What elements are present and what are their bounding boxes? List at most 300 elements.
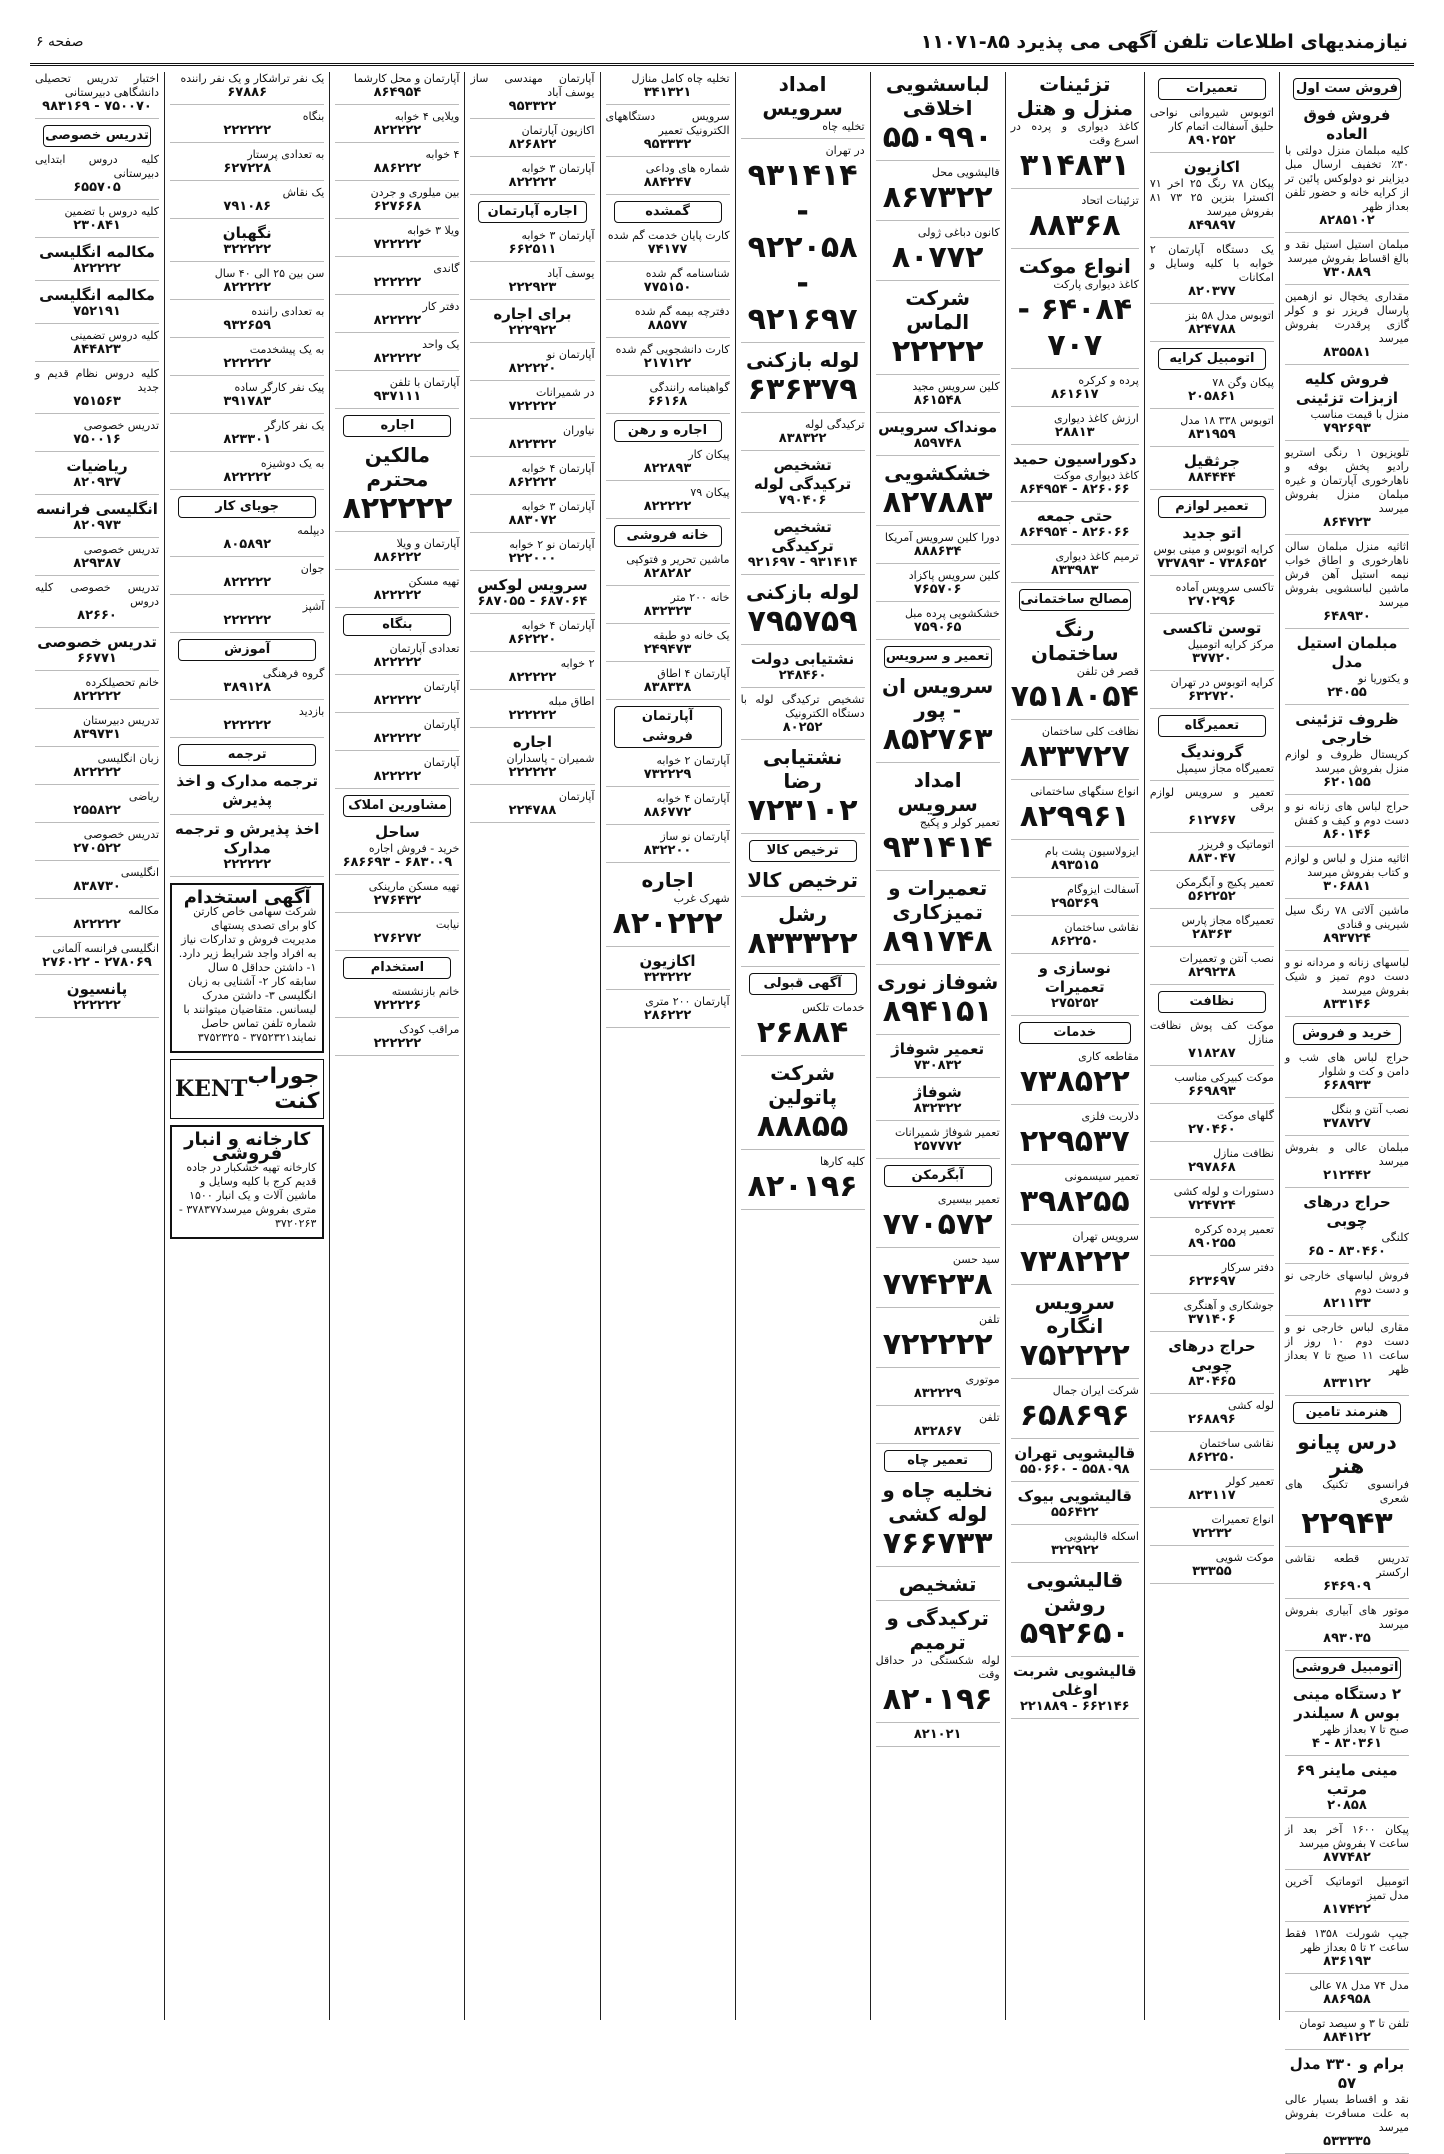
ad-body: تعمیر بیسیری (937, 1193, 1000, 1206)
ad-phone: ۸۲۲۲۲۲ (342, 491, 453, 526)
ad-body: تعمیر شوفاژ شمیرانات (894, 1126, 1000, 1139)
ad-body: کانون دباغی ژولی (917, 226, 1000, 239)
classified-ad (876, 1193, 1000, 1248)
ad-phone: ۲۴۰۵۵ (1327, 685, 1367, 700)
ad-body: تعمیر و سرویس لوازم برقی (1149, 786, 1274, 813)
ad-phone: ۸۲۲۲۲۲ (373, 693, 422, 708)
ad-body: مقداری یخچال نو ازهمین پارسال فریزر نو و کولر گازی پرقدرت بفروش میرسد (1284, 290, 1409, 345)
ad-body: قصر فن تلفن (1076, 665, 1139, 678)
classified-ad (470, 348, 594, 381)
ad-phone: ۶۵۸۶۹۶ (1019, 1398, 1130, 1433)
classified-ad (741, 348, 865, 413)
section-header: گمشده (614, 201, 722, 223)
classified-ad (1285, 238, 1409, 285)
ad-body: نقد و اقساط بسیار عالی به علت مسافرت بفروش میرسد (1284, 2093, 1409, 2134)
section-header: اتومبیل کرایه (1158, 348, 1266, 370)
ad-body: آپارتمان مهندسی ساز یوسف آباد (470, 72, 595, 99)
ad-phone: ۷۹۵۷۵۹ (747, 604, 858, 639)
ad-heading: تشخیص (898, 1572, 977, 1596)
ad-phone: ۷۹۰۴۰۶ (778, 493, 827, 508)
classified-ad (35, 866, 159, 899)
ad-body: مبلمان استیل استیل نقد و بالغ اقساط بفروش میرسد (1284, 238, 1409, 265)
ad-heading: ۲ دستگاه مینی بوس ۸ سیلندر (1292, 1685, 1402, 1722)
ad-heading: اجاره (641, 868, 694, 892)
ad-phone: ۸۳۲۲۲۹ (913, 1386, 962, 1401)
classified-ad (606, 792, 730, 825)
ad-body: حراج لباس های زنانه نو و دست دوم و کیف و کفش (1284, 800, 1409, 827)
ad-phone: ۸۲۲۸۹۳ (643, 461, 692, 476)
ad-phone: ۸۲۹۲۳۸ (1188, 965, 1236, 980)
ad-body: آپارتمان ۴ خوابه (521, 462, 595, 475)
ad-phone: ۸۸۳۰۴۷ (1188, 851, 1236, 866)
ad-phone: ۸۰۲۵۲ (782, 720, 823, 735)
classified-ad (1150, 309, 1274, 342)
ad-phone: ۷۲۲۳۲ (1192, 1526, 1232, 1541)
ad-phone: ۲۲۲۲۲۲ (223, 718, 272, 733)
ad-phone: ۸۸۶۲۲۲ (373, 161, 422, 176)
ad-body: فروش لباسهای خارجی نو و دست دوم (1284, 1269, 1409, 1296)
section-header: استخدام (343, 957, 451, 979)
column-8 (329, 72, 464, 2020)
classified-ad (1011, 72, 1139, 189)
ad-heading: توسن تاکسی (1162, 619, 1262, 637)
classified-ad (470, 695, 594, 728)
classified-ad (35, 457, 159, 495)
ad-body: به یک دوشیزه (260, 457, 325, 470)
display-ad-phone: ۳۷۵۲۳۲۱ - ۳۷۵۲۳۲۵ (197, 1031, 292, 1044)
ad-phone: ۸۳۲۳۲۳ (643, 604, 692, 619)
classified-ad (1011, 1050, 1139, 1105)
ad-phone: ۸۹۱۷۴۸ (882, 924, 993, 959)
ad-phone: ۸۲۶۰۶۶ - ۸۶۴۹۵۴ (1019, 525, 1130, 540)
ad-phone: ۸۹۳۰۳۵ (1323, 1631, 1371, 1646)
ad-phone: ۸۳۶۱۹۳ (1323, 1954, 1371, 1969)
ad-heading: رشل (778, 902, 828, 926)
ad-body: تدریس خصوصی کلیه دروس (34, 581, 160, 608)
ad-phone: ۸۶۰۱۴۶ (1323, 827, 1371, 842)
classified-ad (170, 562, 324, 595)
classified-ad (1150, 243, 1274, 304)
ad-heading: درس پیانو هنر (1297, 1430, 1397, 1478)
ad-phone: ۸۳۰۳۶۱ - ۴ (1311, 1736, 1382, 1751)
ad-body: پیک نفر کارگر ساده (234, 381, 325, 394)
ad-heading: قالیشویی بیوک (1017, 1487, 1132, 1505)
ad-body: پیکان کار (688, 448, 730, 461)
ad-body: اتوماتیک و فریزر (1198, 838, 1274, 851)
ad-phone: ۸۳۵۵۸۱ (1323, 345, 1371, 360)
ad-body: کاغذ دیواری پارکت (1053, 278, 1139, 291)
classified-ad (606, 381, 730, 414)
ad-body: مقاری لباس خارجی نو و دست دوم ۱۰ روز از ساعت ۱۱ صبح تا ۷ بعداز ظهر (1284, 1321, 1409, 1376)
classified-ad (1150, 1071, 1274, 1104)
classified-ad (335, 110, 459, 143)
ad-heading: سرویس ان - پور (882, 674, 994, 722)
ad-phone: ۲۲۲۲۲۲ (223, 123, 272, 138)
column-3 (1005, 72, 1144, 2020)
column-4 (870, 72, 1005, 2020)
ad-body: خانم تحصیلکرده (85, 676, 160, 689)
ad-phone: ۳۷۸۷۲۷ (1323, 1116, 1371, 1131)
ad-phone: ۷۵۰۰۷۰ - ۹۸۳۱۶۹ (42, 99, 152, 114)
ad-phone: ۸۴۹۸۹۷ (1188, 218, 1236, 233)
section-header: تعمیرگاه (1158, 715, 1266, 737)
ad-body: یک واحد (422, 338, 460, 351)
classified-ad (170, 419, 324, 452)
ad-body: تعمیر پکیج و آبگرمکن (1175, 876, 1274, 889)
ad-body: تدریس خصوصی (83, 543, 160, 556)
ad-body: موتور های آبیاری بفروش میرسد (1284, 1604, 1409, 1631)
ad-phone: ۸۲۲۲۲۲ (223, 470, 272, 485)
classified-ad (1011, 254, 1139, 369)
ad-phone: ۶۷۸۸۶ (227, 85, 268, 100)
ad-phone: ۸۸۳۶۸ (1029, 208, 1121, 243)
ad-body: پیکان ۷۸ رنگ ۲۵ اخر ۷۱ اکسترا بنزین ۲۵ ۷۳ ۸۱ بفروش میرسد (1149, 177, 1274, 218)
section-header: ترجمه (178, 744, 316, 766)
classified-ad (470, 619, 594, 652)
ad-heading: قالیشویی روشن (1026, 1568, 1124, 1616)
ad-body: آپارتمان نو (546, 348, 595, 361)
section-header: مشاورین املاک (343, 795, 451, 817)
ad-body: کلیه کارها (819, 1155, 865, 1168)
ad-phone: ۷۶۵۷۰۶ (913, 582, 962, 597)
classified-ad (1285, 1552, 1409, 1599)
ad-body: تزئینات اتحاد (1081, 194, 1139, 207)
classified-ad (335, 376, 459, 409)
ad-phone: ۷۳۲۲۲۹ (643, 767, 692, 782)
ad-body: یک نفر کارگر (264, 419, 325, 432)
classified-ad (1285, 106, 1409, 233)
ad-body: آشپز (302, 600, 325, 613)
ad-phone: ۸۹۳۵۱۵ (1050, 858, 1099, 873)
classified-ad (335, 575, 459, 608)
ad-body: موکت شویی (1215, 1551, 1274, 1564)
ad-body: تعمیر کولر و پکیج (919, 816, 1000, 829)
ad-body: کرایه اتوبوس در تهران (1170, 676, 1274, 689)
ad-phone: ۷۲۲۲۲۲ (882, 1327, 993, 1362)
classified-ad (741, 1001, 865, 1056)
classified-ad (876, 1083, 1000, 1121)
classified-ad (1285, 1141, 1409, 1188)
ad-phone: ۳۲۲۲۲۲ (223, 242, 272, 257)
classified-ad (335, 880, 459, 913)
ad-body: دفترچه بیمه گم شده (634, 305, 730, 318)
ad-heading: حتی جمعه (1036, 507, 1113, 525)
ad-heading: مکالمه انگلیسی (39, 243, 155, 261)
ad-phone: ۶۶۷۷۱ (77, 651, 117, 666)
ad-phone: ۸۳۳۹۸۳ (1050, 563, 1099, 578)
classified-ad (741, 456, 865, 513)
ad-phone: ۸۸۶۹۵۸ (1323, 1992, 1371, 2007)
ad-phone: ۸۲۰۳۷۷ (1188, 284, 1236, 299)
ad-phone: ۸۶۲۲۲۰ (508, 632, 557, 647)
ad-body: پرده و کرکره (1078, 374, 1139, 387)
classified-ad (1011, 725, 1139, 780)
ad-phone: ۸۰۵۸۹۲ (223, 537, 272, 552)
section-header: هنرمند تامین (1293, 1402, 1401, 1424)
column-10 (30, 72, 164, 2020)
ad-body: اثاثیه منزل مبلمان سالن ناهارخوری و اطاق خواب نیمه استیل آهن فرش ماشین لباسشویی بفروش میرسد (1284, 540, 1409, 609)
ad-heading: تشخیص ترکیدگی لوله (753, 456, 852, 493)
ad-heading: شرکت الماس (905, 286, 971, 334)
classified-ad (335, 443, 459, 532)
ad-phone: ۸۲۲۲۲۲ (73, 689, 121, 704)
classified-ad (470, 462, 594, 495)
classified-ad (335, 537, 459, 570)
ad-phone: ۸۲۷۸۸۳ (882, 485, 993, 520)
classified-ad (606, 229, 730, 262)
ad-body: کاغذ دیواری موکت (1053, 469, 1139, 482)
classified-ad (876, 418, 1000, 456)
ad-phone: ۹۳۲۶۵۹ (223, 318, 272, 333)
classified-ad (606, 995, 730, 1028)
ad-phone: ۸۲۸۲۸۲ (643, 566, 692, 581)
ad-phone: ۲۲۲۲۲۲ (373, 275, 422, 290)
classified-ad (1011, 1384, 1139, 1439)
ad-phone: ۶۱۲۷۶۷ (1188, 813, 1236, 828)
ad-phone: ۵۵۶۴۲۲ (1050, 1505, 1099, 1520)
ad-phone: ۷۵۲۲۲۲ (1019, 1338, 1130, 1373)
ad-phone: ۶۲۷۶۶۸ (373, 199, 422, 214)
classified-ad (1011, 1444, 1139, 1482)
ad-phone: ۷۳۸۵۲۲ (1019, 1064, 1130, 1099)
ad-phone: ۳۹۸۲۵۵ (1019, 1184, 1130, 1219)
ad-heading: سرویس لوکس (477, 576, 588, 594)
display-ad-phone: ۳۷۸۳۷۷ - ۳۷۲۰۲۶۳ (178, 1203, 317, 1230)
newspaper-page (30, 20, 1414, 2149)
section-header: نظافت (1158, 991, 1266, 1013)
ad-phone: ۲۷۶۲۷۲ (373, 931, 422, 946)
classified-ad (1150, 1513, 1274, 1546)
ad-body: شناسنامه گم شده (645, 267, 730, 280)
ad-phone: ۲۱۲۴۴۲ (1323, 1168, 1371, 1183)
ad-phone: ۹۳۷۱۱۱ (373, 389, 422, 404)
classified-ad (1011, 1487, 1139, 1525)
classified-ad (876, 674, 1000, 763)
section-header: تعمیر لوازم (1158, 496, 1266, 518)
ad-phone: ۵۳۳۳۳۵ (1323, 2134, 1371, 2149)
classified-ad (35, 752, 159, 785)
classified-ad (35, 633, 159, 671)
classified-ad (1150, 1337, 1274, 1394)
ad-phone: ۷۳۸۶۵۲ - ۷۳۷۸۹۳ (1157, 556, 1267, 571)
classified-ad (606, 629, 730, 662)
classified-ad (1011, 1290, 1139, 1379)
ad-phone: ۷۱۸۲۸۷ (1188, 1046, 1236, 1061)
ad-body: انواع سنگهای ساختمانی (1030, 785, 1139, 798)
ad-body: آپارتمان ۳ خوابه (521, 500, 595, 513)
classified-ad (876, 1606, 1000, 1723)
classified-ad (606, 448, 730, 481)
classified-ad (170, 224, 324, 262)
classified-ad (170, 667, 324, 700)
ad-phone: ۷۵۱۵۶۳ (73, 394, 121, 409)
ad-body: پیکان ۱۶۰۰ آخر بعد از ساعت ۷ بفروش میرسد (1284, 1823, 1409, 1850)
ad-body: بنگاه (302, 110, 325, 123)
ad-phone: ۸۲۲۲۲۲ (508, 175, 557, 190)
ad-body: آپارتمان ۳ خوابه (521, 229, 595, 242)
ad-phone: ۳۷۱۴۰۶ (1188, 1312, 1236, 1327)
ad-heading: ترخیص کالا (747, 868, 858, 892)
section-header: تعمیرات (1158, 78, 1266, 100)
classified-ad (741, 1155, 865, 1210)
classified-ad (1150, 581, 1274, 614)
classified-ad (876, 1313, 1000, 1368)
classified-ad (35, 714, 159, 747)
ad-phone: ۷۲۲۲۲۲ (508, 399, 557, 414)
ad-phone: ۸۸۳۰۷۲ (508, 513, 557, 528)
ad-phone: ۷۶۶۷۳۳ (882, 1526, 993, 1561)
kent-logo (170, 1059, 324, 1119)
ad-body: ریاضی (128, 790, 160, 803)
ad-body: نیابت (435, 918, 460, 931)
ad-heading: سرویس انگاره (1034, 1290, 1115, 1338)
classified-ad (170, 381, 324, 414)
ad-phone: ۸۸۸۵۵ (756, 1109, 849, 1144)
ad-body: ۲ خوابه (560, 657, 595, 670)
ad-body: کلنگی (1381, 1231, 1409, 1244)
classified-ad (170, 820, 324, 877)
classified-ad (1150, 158, 1274, 238)
ad-phone: ۸۲۹۹۶۱ (1019, 799, 1130, 834)
ad-body: یک نفر تراشکار و یک نفر راننده (180, 72, 325, 85)
classified-ad (1285, 634, 1409, 705)
ad-body: تدریس خصوصی (83, 828, 160, 841)
classified-ad (741, 72, 865, 139)
classified-ad (1150, 376, 1274, 409)
ad-phone: ۲۲۲۲۲۲ (73, 998, 121, 1013)
ad-body: نصب آنتن و تعمیرات (1179, 952, 1274, 965)
classified-ad (876, 461, 1000, 526)
ad-phone: ۲۰۸۵۸ (1327, 1798, 1367, 1813)
ad-phone: ۲۷۰۴۶۰ (1188, 1122, 1236, 1137)
ad-phone: ۸۵۲۷۶۳ (882, 722, 993, 757)
ad-phone: ۲۸۳۶۳ (1192, 927, 1232, 942)
ad-phone: ۷۲۴۷۲۴ (1188, 1198, 1236, 1213)
ad-body: اتومبیل اتوماتیک آخرین مدل تمیز (1284, 1875, 1409, 1902)
classified-ad (1150, 452, 1274, 490)
classified-ad (1150, 952, 1274, 985)
ad-body: شماره های وداعی (645, 162, 730, 175)
ad-body: تلفن (979, 1313, 1000, 1326)
ad-body: ترکیدگی لوله (804, 418, 865, 431)
ad-phone: ۸۲۰۹۷۳ (73, 518, 121, 533)
ad-body: آسفالت ایزوگام (1067, 883, 1139, 896)
ad-body: موکت کف پوش نظافت منازل (1149, 1019, 1274, 1046)
ad-phone: ۸۲۲۲۲۲ (508, 670, 557, 685)
section-header: اجاره آپارتمان (478, 201, 586, 223)
ad-heading: حراج درهای چوبی (1303, 1193, 1391, 1230)
ad-phone: ۸۲۲۲۲۲ (73, 917, 121, 932)
ad-body: سرویس دستگاههای الکترونیک تعمیر (605, 110, 730, 137)
classified-ad (606, 830, 730, 863)
ad-heading: نشتیابی دولت (750, 650, 855, 668)
ad-body: آپارتمان ۴ اطاق (657, 667, 730, 680)
classified-ad (470, 790, 594, 823)
ad-body: تهیه مسکن (408, 575, 460, 588)
ad-body: لوله شکستگی در حداقل وقت (875, 1654, 1000, 1681)
ad-heading: برای اجاره (493, 305, 572, 323)
ad-phone: ۲۴۸۴۶۰ (778, 668, 827, 683)
ad-phone: ۸۶۲۲۵۰ (1050, 934, 1099, 949)
classified-ad (470, 538, 594, 571)
ad-body: آپارتمان نو ساز (660, 830, 730, 843)
classified-ad (1011, 1568, 1139, 1657)
classified-ad (1285, 1875, 1409, 1922)
ad-heading: دکوراسیون حمید (1013, 450, 1137, 468)
classified-ad (1011, 1110, 1139, 1165)
ad-body: تعمیرگاه مجاز پارس (1181, 914, 1274, 927)
ad-phone: ۸۶۴۹۵۴ (373, 85, 422, 100)
ad-body: آپارتمان (423, 718, 460, 731)
ad-phone: ۷۷۵۱۵۰ (643, 280, 692, 295)
ad-heading: قالیشویی تهران (1014, 1444, 1136, 1462)
ad-phone: ۷۵۹۰۶۵ (913, 620, 962, 635)
classified-ad (170, 148, 324, 181)
ad-body: آپارتمان ۲۰۰ متری (645, 995, 730, 1008)
classified-ad (606, 486, 730, 519)
classified-ad (1011, 617, 1139, 720)
ad-body: شهرک غرب (673, 892, 730, 905)
ad-body: نصب آنتن و بنگل (1331, 1103, 1409, 1116)
ad-phone: ۸۸۴۱۲۲ (1323, 2030, 1371, 2045)
ad-phone: ۶۶۱۶۸ (647, 394, 688, 409)
classified-ad (1285, 800, 1409, 847)
ad-heading: مبلمان استیل مدل (1296, 634, 1398, 671)
ad-phone: ۸۶۱۶۱۷ (1050, 387, 1099, 402)
column-1 (1279, 72, 1414, 2149)
section-header: تعمیر چاه (884, 1450, 992, 1472)
ad-phone: ۳۲۲۹۲۲ (1050, 1543, 1099, 1558)
ad-phone: ۸۸۶۷۷۲ (643, 805, 692, 820)
ad-phone: ۸۳۱۹۵۹ (1188, 427, 1236, 442)
classified-ad (1285, 1051, 1409, 1098)
classified-ad (335, 718, 459, 751)
ad-body: تعمیر کولر (1225, 1475, 1274, 1488)
ad-body: مراقب کودک (399, 1023, 460, 1036)
ad-body: آپارتمان (558, 790, 595, 803)
classified-ad (470, 124, 594, 157)
ad-body: آپارتمان با تلفن (389, 376, 460, 389)
ad-body: ماشین تحریر و فتوکپی (626, 553, 730, 566)
ad-body: شمیران - پاسداران (506, 752, 595, 765)
ad-body: دستورات و لوله کشی (1173, 1185, 1274, 1198)
column-2 (1144, 72, 1279, 2020)
classified-ad (35, 500, 159, 538)
classified-ad (335, 224, 459, 257)
ad-heading: ظروف تزئینی خارجی (1295, 710, 1399, 747)
ad-body: گاندی (433, 262, 460, 275)
ad-body: نظافت منازل (1213, 1147, 1274, 1160)
classified-ad (876, 1572, 1000, 1601)
section-header: تعمیر و سرویس (884, 646, 992, 668)
ad-body: جوان (300, 562, 325, 575)
section-header: خانه فروشی (614, 525, 722, 547)
classified-ad (1285, 1604, 1409, 1651)
ad-phone: ۳۲۳۲۲۲ (643, 970, 692, 985)
ad-phone: ۶۸۳۰۰۹ - ۶۸۶۶۹۳ (342, 855, 453, 870)
ad-body: اکازیون آپارتمان (521, 124, 595, 137)
ad-body: اسکله قالیشویی (1064, 1530, 1139, 1543)
ad-body: آپارتمان نو ۲ خوابه (509, 538, 595, 551)
ad-phone: ۸۳۸۳۳۸ (643, 680, 692, 695)
ad-body: تلفن (979, 1411, 1000, 1424)
ad-body: خانه ۲۰۰ متر (670, 591, 730, 604)
ad-phone: ۸۳۳۷۲۷ (1019, 739, 1130, 774)
ad-body: کرایه اتوبوس و مینی بوس (1153, 543, 1274, 556)
classified-ad (170, 457, 324, 490)
ad-phone: ۶۶۲۵۱۱ (508, 242, 557, 257)
classified-ad (1150, 106, 1274, 153)
